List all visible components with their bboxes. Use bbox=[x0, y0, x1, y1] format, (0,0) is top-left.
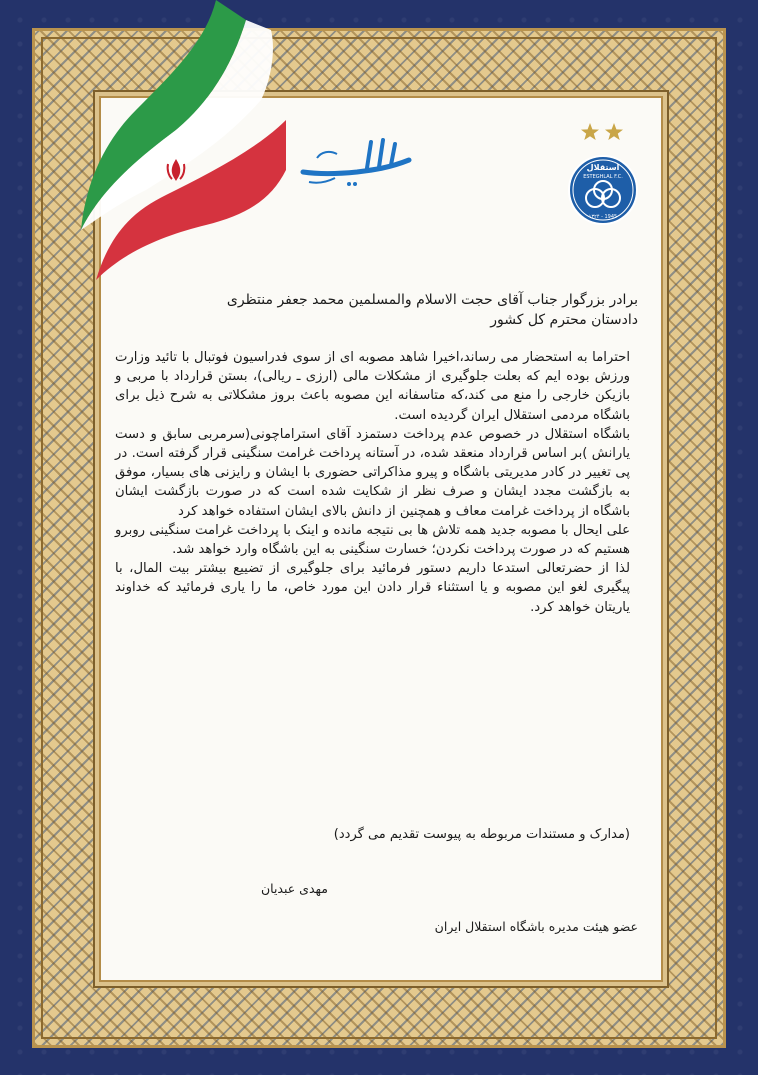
recipient-heading bbox=[118, 290, 638, 330]
body-paragraph-3: علی ایحال با مصوبه جدید همه تلاش ها بی نتیجه مانده و اینک با پرداخت غرامت سنگینی روبرو هستیم که در صورت پرداخت نکردن؛ خسارت سنگینی به این باشگاه وارد خواهد شد. bbox=[115, 522, 630, 558]
logo-founded: ۱۳۲۴ - 1945 bbox=[588, 214, 618, 220]
attachments-note: (مدارک و مستندات مربوطه به پیوست تقدیم می گردد) bbox=[333, 827, 630, 842]
championship-stars-icon bbox=[580, 122, 624, 142]
logo-title: استقلال bbox=[586, 163, 620, 172]
recipient-line-1: برادر بزرگوار جناب آقای حجت الاسلام والمسلمین محمد جعفر منتظری bbox=[226, 292, 638, 308]
iran-emblem-icon bbox=[162, 156, 190, 184]
iran-flag-icon bbox=[56, 0, 286, 290]
letter-body bbox=[115, 348, 630, 617]
signer-title: عضو هیئت مدیره باشگاه استقلال ایران bbox=[434, 919, 638, 934]
club-logo bbox=[567, 146, 639, 234]
logo-subtitle: ESTEGHLAL F.C. bbox=[583, 174, 623, 180]
basmala-calligraphy bbox=[297, 138, 415, 194]
signer-name: مهدی عبدیان bbox=[260, 881, 328, 896]
body-paragraph-2: باشگاه استقلال در خصوص عدم پرداخت دستمزد آقای استراماچونی(سرمربی سابق و دست یارانش )بر اساس قرارداد منعقد شده، در آستانه پرداخت غرامت سنگینی قرار گرفته است. در پی تغییر در کادر مدیریتی باشگاه و پیرو مذاکراتی حضوری با ایشان و رایزنی های بسیار، موفق به بازگشت مجدد ایشان و صرف نظر از شکایت شده است که در صورت بازگشت ایشان باشگاه از پرداخت غرامت معاف و همچنین از دانش بالای ایشان استفاده خواهد کرد bbox=[115, 426, 630, 519]
body-paragraph-1: احتراما به استحضار می رساند،اخیرا شاهد مصوبه ای از سوی فدراسیون فوتبال با تائید وزارت ورزش بوده ایم که بعلت جلوگیری از مشکلات مالی (ارزی ـ ریالی)، بستن قرارداد با مربی و بازیکن خارجی را منع می کند،که متاسفانه این مصوبه باعث بروز مشکلاتی به شرح ذیل برای باشگاه مردمی استقلال ایران گردیده است. bbox=[115, 350, 630, 423]
recipient-line-2: دادستان محترم کل کشور bbox=[490, 312, 638, 328]
body-paragraph-4: لذا از حضرتعالی استدعا داریم دستور فرمائید برای جلوگیری از تضییع بیشتر بیت المال، با پیگیری لغو این مصوبه و یا استثناء قرار دادن این مورد خاص، ما را یاری فرمائید که خداوند یاریتان خواهد کرد. bbox=[115, 561, 630, 615]
